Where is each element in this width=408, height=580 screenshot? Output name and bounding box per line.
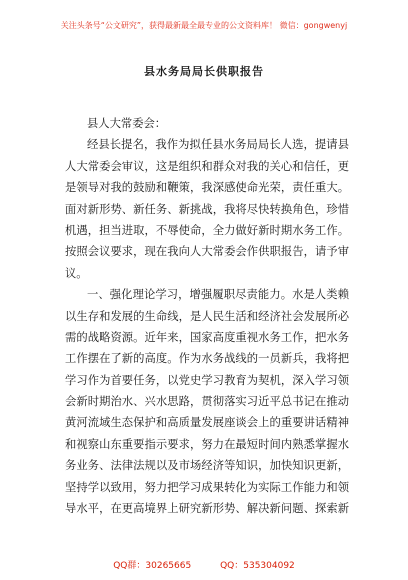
qq-number: QQ：535304092 xyxy=(220,561,295,571)
body-line: 会新时期治水、兴水思路，贯彻落实习近平总书记在推动 xyxy=(65,395,349,409)
document-title: 县水务局局长供职报告 xyxy=(144,65,264,78)
body-line: 是领导对我的鼓励和鞭策，我深感使命光荣，责任重大。 xyxy=(65,181,349,195)
body-line: 工作摆在了新的高度。作为水务战线的一员新兵，我将把 xyxy=(65,352,349,366)
body-line: 经县长提名，我作为拟任县水务局局长人选，提请县 xyxy=(87,138,349,152)
footer-contact xyxy=(0,560,408,572)
body-line: 导水平，在更高境界上研究新形势、解决新问题、探索新 xyxy=(65,502,349,516)
body-line: 以生存和发展的生命线，是人民生活和经济社会发展所必 xyxy=(65,309,349,323)
body-line: 黄河流域生态保护和高质量发展座谈会上的重要讲话精神 xyxy=(65,416,349,430)
body-line: 坚持学以致用，努力把学习成果转化为实际工作能力和领 xyxy=(65,480,349,494)
body-line: 人大常委会审议，这是组织和群众对我的关心和信任，更 xyxy=(65,159,349,173)
body-line: 机遇，担当进取，不辱使命，全力做好新时期水务工作。 xyxy=(65,223,349,237)
body-line: 议。 xyxy=(65,266,88,280)
body-line: 学习作为首要任务，以党史学习教育为契机，深入学习领 xyxy=(65,373,349,387)
header-notice: 关注头条号“公文研究”，获得最新最全最专业的公文资料库！ 微信：gongwenyj xyxy=(60,21,348,30)
body-line: 一、强化理论学习，增强履职尽责能力。水是人类赖 xyxy=(87,288,349,302)
body-line: 务业务、法律法规以及市场经济等知识，加快知识更新， xyxy=(65,459,349,473)
body-line: 按照会议要求，现在我向人大常委会作供职报告，请予审 xyxy=(65,245,349,259)
salutation-line: 县人大常委会： xyxy=(87,117,167,130)
qq-group-number: QQ群：30265665 xyxy=(113,561,192,571)
body-line: 需的战略资源。近年来，国家高度重视水务工作，把水务 xyxy=(65,330,349,344)
document-body xyxy=(65,113,349,519)
body-line: 面对新形势、新任务、新挑战，我将尽快转换角色，珍惜 xyxy=(65,202,349,216)
body-line: 和视察山东重要指示要求，努力在最短时间内熟悉掌握水 xyxy=(65,437,349,451)
